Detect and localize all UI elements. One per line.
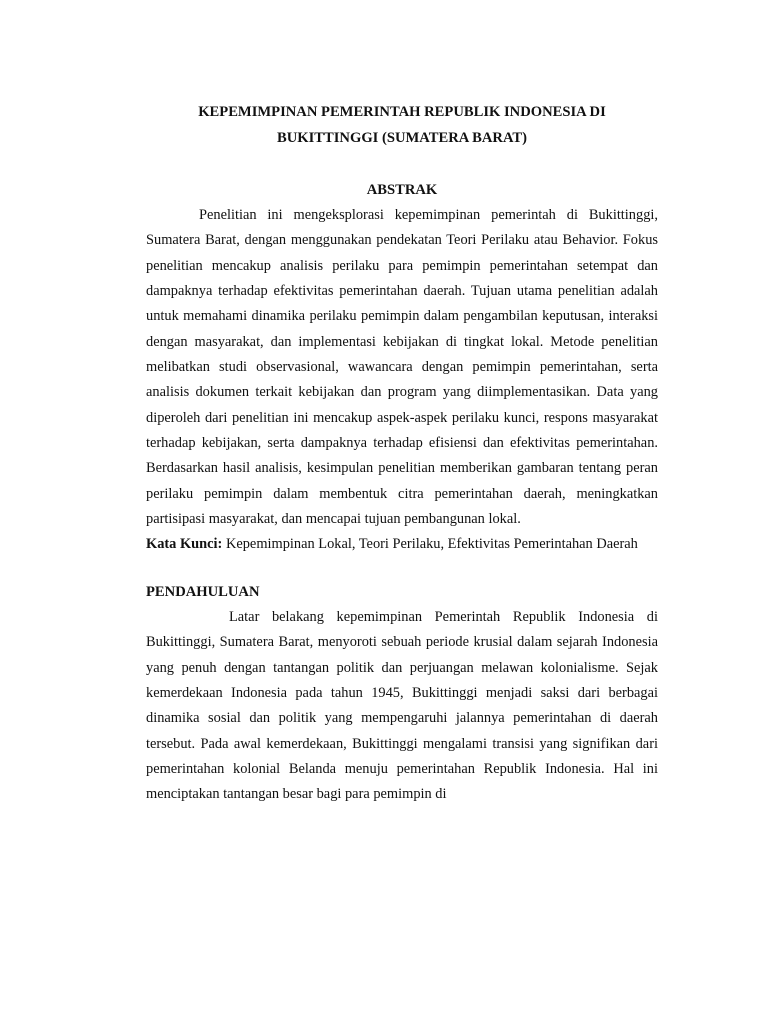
- document-title: [146, 99, 658, 151]
- keywords-line: [146, 532, 658, 557]
- keywords-label: Kata Kunci:: [146, 536, 223, 553]
- abstract-heading: ABSTRAK: [366, 182, 438, 198]
- abstract-paragraph: Penelitian ini mengeksplorasi kepemimpinan pemerintah di Bukittinggi, Sumatera Barat, dengan menggunakan pendekatan Teori Perilaku atau Behavior. Fokus penelitian mencakup analisis perilaku para pemimpin pemerintahan setempat dan dampaknya terhadap efektivitas pemerintahan daerah. Tujuan utama penelitian adalah untuk memahami dinamika perilaku pemimpin dalam pengambilan keputusan, interaksi dengan masyarakat, dan implementasi kebijakan di tingkat lokal. Metode penelitian melibatkan studi observasional, wawancara dengan pemimpin pemerintahan, serta analisis dokumen terkait kebijakan dan program yang diimplementasikan. Data yang diperoleh dari penelitian ini mencakup aspek-aspek perilaku kunci, respons masyarakat terhadap kebijakan, serta dampaknya terhadap efisiensi dan efektivitas pemerintahan. Berdasarkan hasil analisis, kesimpulan penelitian memberikan gambaran tentang peran perilaku pemimpin dalam membentuk citra pemerintahan daerah, meningkatkan partisipasi masyarakat, dan mencapai tujuan pembangunan lokal.: [146, 207, 658, 528]
- keywords-text: Kepemimpinan Lokal, Teori Perilaku, Efektivitas Pemerintahan Daerah: [222, 536, 638, 553]
- title-line-2: BUKITTINGGI (SUMATERA BARAT): [276, 130, 528, 146]
- document-content: [146, 99, 658, 808]
- title-line-1: KEPEMIMPINAN PEMERINTAH REPUBLIK INDONESIA DI: [198, 104, 606, 120]
- introduction-paragraph: Latar belakang kepemimpinan Pemerintah Republik Indonesia di Bukittinggi, Sumatera Barat, menyoroti sebuah periode krusial dalam sejarah Indonesia yang penuh dengan tantangan politik dan perjuangan melawan kolonialisme. Sejak kemerdekaan Indonesia pada tahun 1945, Bukittinggi menjadi saksi dari berbagai dinamika sosial dan politik yang mempengaruhi jalannya pemerintahan di daerah tersebut. Pada awal kemerdekaan, Bukittinggi mengalami transisi yang signifikan dari pemerintahan kolonial Belanda menuju pemerintahan Republik Indonesia. Hal ini menciptakan tantangan besar bagi para pemimpin di: [146, 608, 658, 803]
- introduction-heading: PENDAHULUAN: [146, 583, 260, 600]
